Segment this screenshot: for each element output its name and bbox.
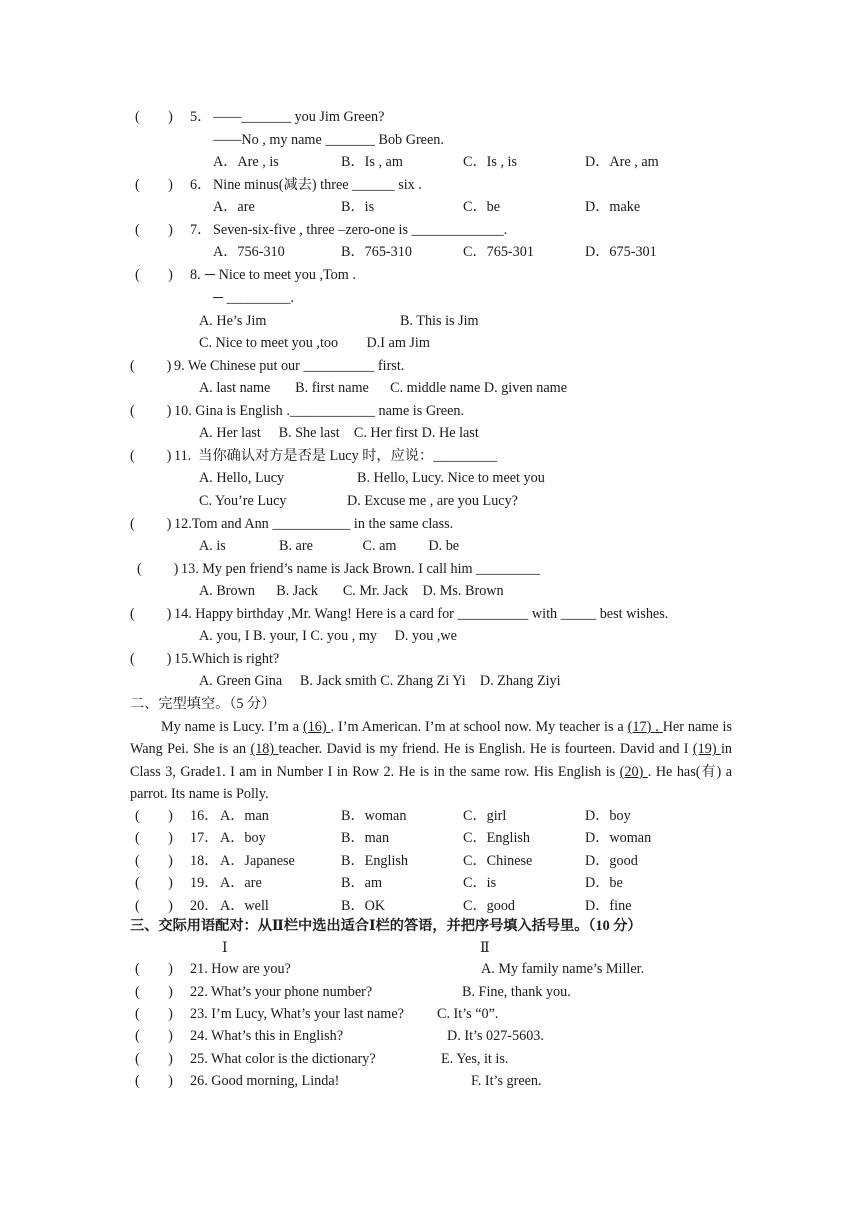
- option-c: C．Is , is: [463, 154, 517, 170]
- option-b: B．man: [341, 830, 390, 846]
- option-a: A．are: [220, 875, 262, 891]
- option-c: C．English: [463, 830, 531, 846]
- option-b: B．OK: [341, 898, 386, 914]
- blank-19[interactable]: (19): [692, 741, 721, 758]
- answer-paren[interactable]: ( ): [137, 561, 179, 577]
- prompt-text: 23. I’m Lucy, What’s your last name?: [190, 1006, 404, 1022]
- passage-text: Her name is Wang Pei. She is an: [130, 719, 732, 758]
- options: A. Her last B. She last C. Her first D. He last: [199, 425, 479, 441]
- answer-paren[interactable]: ( ): [135, 830, 173, 846]
- prompt-text: 22. What’s your phone number?: [190, 984, 373, 1000]
- question-stem-2: ─ _________.: [213, 290, 294, 306]
- response-option: E. Yes, it is.: [441, 1051, 509, 1067]
- passage-text: My name is Lucy. I’m a: [161, 719, 303, 735]
- option-a: A．man: [220, 808, 269, 824]
- answer-paren[interactable]: ( ): [130, 448, 172, 464]
- question-number: 19．: [190, 875, 219, 891]
- option-b: B．English: [341, 853, 409, 869]
- blank-18[interactable]: (18): [250, 741, 279, 758]
- question-stem: 10. Gina is English .____________ name is Green.: [174, 403, 465, 419]
- question-stem: Nine minus(减去) three ______ six .: [213, 177, 422, 193]
- options: A. Green Gina B. Jack smith C. Zhang Zi Yi D. Zhang Ziyi: [199, 673, 561, 689]
- option-a: A．boy: [220, 830, 266, 846]
- question-stem: 9. We Chinese put our __________ first.: [174, 358, 405, 374]
- passage-text: in Class 3, Grade1. I am in Number I in Row 2. He is in the same row. His English is: [130, 741, 732, 780]
- prompt-text: 26. Good morning, Linda!: [190, 1073, 340, 1089]
- question-number: 20．: [190, 898, 219, 914]
- question-stem: Seven-six-five , three –zero-one is _____________.: [213, 222, 508, 238]
- option-d: D．Are , am: [585, 154, 659, 170]
- question-stem: 13. My pen friend’s name is Jack Brown. I call him _________: [181, 561, 540, 577]
- response-option: D. It’s 027-5603.: [447, 1028, 544, 1044]
- options: A. Brown B. Jack C. Mr. Jack D. Ms. Brown: [199, 583, 504, 599]
- column-header-1: Ⅰ: [222, 940, 228, 956]
- question-number: 17．: [190, 830, 219, 846]
- option-d: D．fine: [585, 898, 632, 914]
- answer-paren[interactable]: ( ): [135, 898, 173, 914]
- option-a: A. Hello, Lucy: [199, 470, 285, 486]
- options: A. last name B. first name C. middle name D. given name: [199, 380, 568, 396]
- passage-text: . He has(有) a parrot. Its name is Polly.: [130, 763, 733, 803]
- option-d: D．be: [585, 875, 623, 891]
- option-a: A．Japanese: [220, 853, 295, 869]
- answer-paren[interactable]: ( ): [130, 606, 172, 622]
- prompt-text: 21. How are you?: [190, 961, 291, 977]
- question-stem: ─ Nice to meet you ,Tom .: [205, 267, 356, 283]
- section-title-matching: 三、交际用语配对：从Ⅱ栏中选出适合Ⅰ栏的答语，并把序号填入括号里。（10 分）: [130, 918, 642, 934]
- question-number: 8.: [190, 267, 201, 283]
- passage-text: teacher. David is my friend. He is English. He is fourteen. David and I: [278, 741, 693, 758]
- option-b: B. Hello, Lucy. Nice to meet you: [357, 470, 545, 486]
- option-cd: C. Nice to meet you ,too D.I am Jim: [199, 335, 430, 351]
- options: A. you, I B. your, I C. you , my D. you ,we: [199, 628, 457, 644]
- section-title-cloze: 二、完型填空。（5 分）: [130, 696, 276, 712]
- option-a: A．756-310: [213, 244, 285, 260]
- answer-paren[interactable]: ( ): [135, 222, 173, 238]
- option-c: C．765-301: [463, 244, 534, 260]
- answer-paren[interactable]: ( ): [130, 403, 172, 419]
- answer-paren[interactable]: ( ): [135, 177, 173, 193]
- question-number: 5．: [190, 109, 212, 125]
- option-b: B. This is Jim: [400, 313, 479, 329]
- option-b: B．765-310: [341, 244, 412, 260]
- question-number: 7．: [190, 222, 212, 238]
- option-a: A. He’s Jim: [199, 313, 267, 329]
- cloze-passage: [130, 716, 732, 806]
- option-c: C．girl: [463, 808, 507, 824]
- question-number: 18．: [190, 853, 219, 869]
- question-stem: 11. 当你确认对方是否是 Lucy 时，应说：_________: [174, 448, 498, 464]
- option-a: A．Are , is: [213, 154, 279, 170]
- response-option: A. My family name’s Miller.: [481, 961, 645, 977]
- passage-text: . I’m American. I’m at school now. My teacher is a: [330, 719, 628, 735]
- option-b: B．Is , am: [341, 154, 403, 170]
- option-c: C．Chinese: [463, 853, 533, 869]
- answer-paren[interactable]: ( ): [135, 1051, 173, 1067]
- option-c: C. You’re Lucy: [199, 493, 287, 509]
- option-d: D．make: [585, 199, 641, 215]
- question-stem: ——_______ you Jim Green?: [213, 109, 385, 125]
- answer-paren[interactable]: ( ): [135, 1006, 173, 1022]
- option-a: A．well: [220, 898, 269, 914]
- answer-paren[interactable]: ( ): [135, 109, 173, 125]
- response-option: F. It’s green.: [471, 1073, 542, 1089]
- response-option: B. Fine, thank you.: [462, 984, 571, 1000]
- question-stem: 14. Happy birthday ,Mr. Wang! Here is a card for __________ with _____ best wishes.: [174, 606, 669, 622]
- answer-paren[interactable]: ( ): [130, 651, 172, 667]
- blank-20[interactable]: (20): [619, 763, 648, 780]
- answer-paren[interactable]: ( ): [135, 853, 173, 869]
- prompt-text: 25. What color is the dictionary?: [190, 1051, 376, 1067]
- response-option: C. It’s “0”.: [437, 1006, 499, 1022]
- option-b: B．is: [341, 199, 375, 215]
- option-c: C．be: [463, 199, 501, 215]
- option-d: D. Excuse me , are you Lucy?: [347, 493, 518, 509]
- answer-paren[interactable]: ( ): [130, 516, 172, 532]
- question-stem-2: ——No , my name _______ Bob Green.: [213, 132, 444, 148]
- answer-paren[interactable]: ( ): [135, 1073, 173, 1089]
- option-d: D．675-301: [585, 244, 657, 260]
- blank-16[interactable]: (16): [302, 719, 331, 735]
- option-b: B．woman: [341, 808, 407, 824]
- option-b: B．am: [341, 875, 382, 891]
- answer-paren[interactable]: ( ): [135, 875, 173, 891]
- answer-paren[interactable]: ( ): [135, 267, 173, 283]
- option-d: D．woman: [585, 830, 652, 846]
- answer-paren[interactable]: ( ): [135, 808, 173, 824]
- answer-paren[interactable]: ( ): [135, 984, 173, 1000]
- column-header-2: Ⅱ: [480, 940, 490, 956]
- answer-paren[interactable]: ( ): [135, 961, 173, 977]
- option-d: D．boy: [585, 808, 631, 824]
- blank-17[interactable]: (17) .: [627, 719, 663, 735]
- option-a: A．are: [213, 199, 255, 215]
- option-c: C．good: [463, 898, 516, 914]
- options: A. is B. are C. am D. be: [199, 538, 460, 554]
- option-c: C．is: [463, 875, 497, 891]
- answer-paren[interactable]: ( ): [135, 1028, 173, 1044]
- question-number: 16．: [190, 808, 219, 824]
- option-d: D．good: [585, 853, 638, 869]
- question-number: 6．: [190, 177, 212, 193]
- question-stem: 12.Tom and Ann ___________ in the same class.: [174, 516, 454, 532]
- prompt-text: 24. What’s this in English?: [190, 1028, 344, 1044]
- answer-paren[interactable]: ( ): [130, 358, 172, 374]
- question-stem: 15.Which is right?: [174, 651, 280, 667]
